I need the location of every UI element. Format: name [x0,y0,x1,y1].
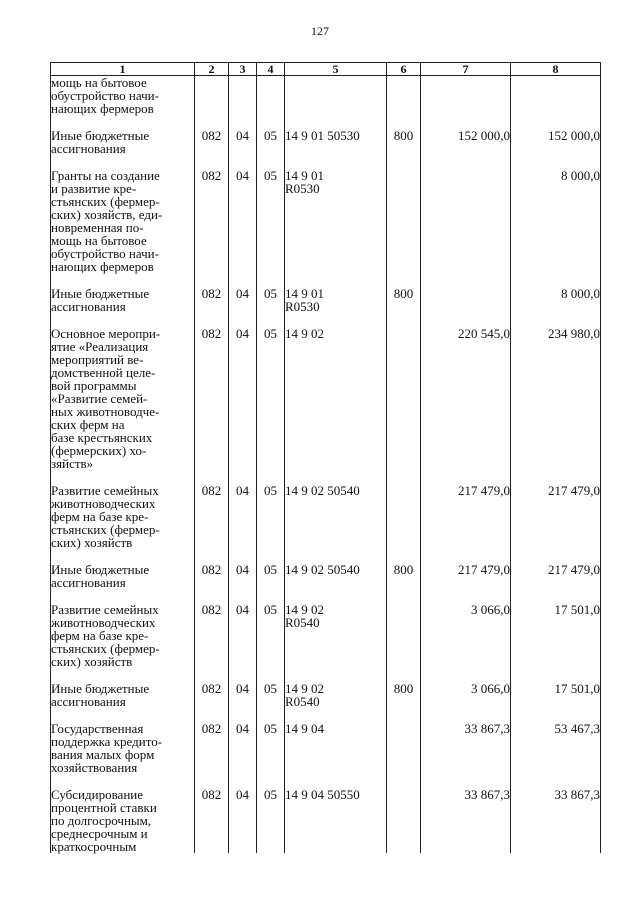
row-sum-col8: 17 501,0 [511,603,601,668]
table-row [51,169,601,273]
spacer-cell [257,589,285,603]
table-row [51,722,601,774]
col-header-8: 8 [511,63,601,76]
spacer-cell [257,115,285,129]
spacer-cell [511,549,601,563]
row-name: Иные бюджетные ассигнования [51,129,195,155]
row-sum-col7: 217 479,0 [421,484,511,549]
row-rz: 04 [229,327,257,470]
row-name: Субсидирование процентной ставки по долгосрочным, среднесрочным и краткосрочным [51,788,195,853]
col-header-1: 1 [51,63,195,76]
row-sum-col7: 220 545,0 [421,327,511,470]
spacer-cell [387,708,421,722]
spacer-cell [257,774,285,788]
row-csr: 14 9 02 R0540 [285,682,387,708]
row-rz: 04 [229,603,257,668]
spacer-cell [285,115,387,129]
spacer-cell [285,708,387,722]
table-row [51,682,601,708]
spacer-cell [229,273,257,287]
spacer-cell [421,273,511,287]
spacer-cell [257,470,285,484]
spacer-cell [229,708,257,722]
spacer-cell [51,589,195,603]
row-ved: 082 [195,129,229,155]
spacer-cell [195,115,229,129]
table-row [51,76,601,116]
table-row [51,788,601,853]
row-pr: 05 [257,287,285,313]
spacer-cell [229,313,257,327]
row-ved: 082 [195,682,229,708]
row-vr: 800 [387,682,421,708]
row-pr [257,76,285,116]
spacer-cell [421,668,511,682]
row-ved: 082 [195,169,229,273]
row-vr: 800 [387,563,421,589]
spacer-cell [51,549,195,563]
row-sum-col8: 8 000,0 [511,169,601,273]
spacer-cell [421,313,511,327]
row-sum-col7: 33 867,3 [421,788,511,853]
spacer-cell [229,774,257,788]
table-row [51,327,601,470]
spacer-cell [511,313,601,327]
row-spacer [51,774,601,788]
row-name: Развитие семейных животноводческих ферм на базе кре- стьянских (фермер- ских) хозяйств [51,484,195,549]
spacer-cell [421,774,511,788]
row-csr: 14 9 02 [285,327,387,470]
row-csr: 14 9 01 R0530 [285,169,387,273]
spacer-cell [387,589,421,603]
row-spacer [51,313,601,327]
table-row [51,129,601,155]
spacer-cell [51,313,195,327]
row-sum-col8 [511,76,601,116]
spacer-cell [51,668,195,682]
row-sum-col8: 17 501,0 [511,682,601,708]
col-header-6: 6 [387,63,421,76]
row-spacer [51,549,601,563]
col-header-2: 2 [195,63,229,76]
spacer-cell [387,273,421,287]
spacer-cell [285,313,387,327]
row-sum-col7: 33 867,3 [421,722,511,774]
row-rz: 04 [229,287,257,313]
row-vr [387,76,421,116]
spacer-cell [387,549,421,563]
spacer-cell [387,155,421,169]
row-name: Государственная поддержка кредито- вания малых форм хозяйствования [51,722,195,774]
spacer-cell [257,668,285,682]
table-row [51,484,601,549]
row-sum-col7 [421,287,511,313]
spacer-cell [421,708,511,722]
row-spacer [51,273,601,287]
row-sum-col8: 234 980,0 [511,327,601,470]
row-name: Иные бюджетные ассигнования [51,563,195,589]
row-ved: 082 [195,287,229,313]
row-csr [285,76,387,116]
spacer-cell [421,115,511,129]
row-csr: 14 9 02 50540 [285,563,387,589]
spacer-cell [229,589,257,603]
col-header-7: 7 [421,63,511,76]
row-spacer [51,115,601,129]
row-vr: 800 [387,287,421,313]
row-sum-col7: 3 066,0 [421,603,511,668]
row-pr: 05 [257,169,285,273]
spacer-cell [195,708,229,722]
spacer-cell [257,313,285,327]
row-spacer [51,708,601,722]
header-row [51,63,601,76]
row-rz: 04 [229,129,257,155]
spacer-cell [511,115,601,129]
spacer-cell [51,115,195,129]
row-pr: 05 [257,563,285,589]
budget-table [50,62,601,853]
spacer-cell [257,273,285,287]
row-csr: 14 9 02 R0540 [285,603,387,668]
spacer-cell [195,470,229,484]
spacer-cell [421,549,511,563]
spacer-cell [285,470,387,484]
spacer-cell [257,708,285,722]
spacer-cell [195,549,229,563]
row-ved: 082 [195,788,229,853]
row-name: Иные бюджетные ассигнования [51,682,195,708]
spacer-cell [511,273,601,287]
page-number: 127 [311,24,329,38]
spacer-cell [285,155,387,169]
spacer-cell [195,155,229,169]
row-name: Развитие семейных животноводческих ферм на базе кре- стьянских (фермер- ских) хозяйств [51,603,195,668]
row-rz [229,76,257,116]
spacer-cell [195,774,229,788]
spacer-cell [229,155,257,169]
spacer-cell [387,470,421,484]
row-pr: 05 [257,603,285,668]
row-rz: 04 [229,682,257,708]
table-row [51,603,601,668]
row-rz: 04 [229,722,257,774]
col-header-3: 3 [229,63,257,76]
row-vr [387,603,421,668]
spacer-cell [51,774,195,788]
spacer-cell [421,470,511,484]
row-sum-col8: 152 000,0 [511,129,601,155]
row-sum-col7: 3 066,0 [421,682,511,708]
spacer-cell [387,774,421,788]
spacer-cell [195,313,229,327]
row-ved: 082 [195,327,229,470]
row-name: Гранты на создание и развитие кре- стьянских (фермер- ских) хозяйств, еди- новременная по- мощь на бытовое обустройство начи- нающих фермеров [51,169,195,273]
row-pr: 05 [257,682,285,708]
spacer-cell [229,549,257,563]
spacer-cell [387,115,421,129]
row-rz: 04 [229,484,257,549]
row-pr: 05 [257,722,285,774]
row-ved: 082 [195,603,229,668]
row-csr: 14 9 04 [285,722,387,774]
row-spacer [51,668,601,682]
row-sum-col8: 217 479,0 [511,563,601,589]
row-rz: 04 [229,169,257,273]
row-rz: 04 [229,788,257,853]
row-sum-col7 [421,169,511,273]
table-row [51,287,601,313]
spacer-cell [229,668,257,682]
spacer-cell [195,668,229,682]
row-name: Основное меропри- ятие «Реализация мероприятий ве- домственной целе- вой программы «Развитие семей- ных животноводче- ских ферм на базе крестьянских (фермерских) хо- зяйств» [51,327,195,470]
spacer-cell [421,155,511,169]
row-vr [387,722,421,774]
spacer-cell [285,589,387,603]
spacer-cell [285,774,387,788]
spacer-cell [195,589,229,603]
row-vr [387,484,421,549]
row-pr: 05 [257,327,285,470]
spacer-cell [51,708,195,722]
col-header-4: 4 [257,63,285,76]
row-vr [387,169,421,273]
spacer-cell [285,273,387,287]
table-row [51,563,601,589]
spacer-cell [511,774,601,788]
spacer-cell [511,668,601,682]
row-rz: 04 [229,563,257,589]
spacer-cell [387,668,421,682]
row-ved: 082 [195,563,229,589]
row-name: Иные бюджетные ассигнования [51,287,195,313]
row-csr: 14 9 02 50540 [285,484,387,549]
row-vr [387,327,421,470]
row-sum-col8: 8 000,0 [511,287,601,313]
row-vr [387,788,421,853]
row-csr: 14 9 01 50530 [285,129,387,155]
spacer-cell [51,155,195,169]
row-pr: 05 [257,484,285,549]
row-ved [195,76,229,116]
row-sum-col8: 33 867,3 [511,788,601,853]
spacer-cell [511,470,601,484]
spacer-cell [511,708,601,722]
spacer-cell [195,273,229,287]
spacer-cell [229,115,257,129]
row-sum-col7: 152 000,0 [421,129,511,155]
row-spacer [51,589,601,603]
row-vr: 800 [387,129,421,155]
spacer-cell [285,668,387,682]
row-csr: 14 9 04 50550 [285,788,387,853]
spacer-cell [285,549,387,563]
spacer-cell [257,549,285,563]
row-spacer [51,155,601,169]
spacer-cell [51,273,195,287]
row-sum-col8: 53 467,3 [511,722,601,774]
row-pr: 05 [257,129,285,155]
row-sum-col7: 217 479,0 [421,563,511,589]
row-pr: 05 [257,788,285,853]
col-header-5: 5 [285,63,387,76]
spacer-cell [511,155,601,169]
spacer-cell [511,589,601,603]
row-sum-col8: 217 479,0 [511,484,601,549]
row-csr: 14 9 01 R0530 [285,287,387,313]
spacer-cell [421,589,511,603]
row-name: мощь на бытовое обустройство начи- нающих фермеров [51,76,195,116]
spacer-cell [257,155,285,169]
row-ved: 082 [195,484,229,549]
row-ved: 082 [195,722,229,774]
row-spacer [51,470,601,484]
spacer-cell [387,313,421,327]
table-body [51,76,601,854]
spacer-cell [51,470,195,484]
spacer-cell [229,470,257,484]
row-sum-col7 [421,76,511,116]
